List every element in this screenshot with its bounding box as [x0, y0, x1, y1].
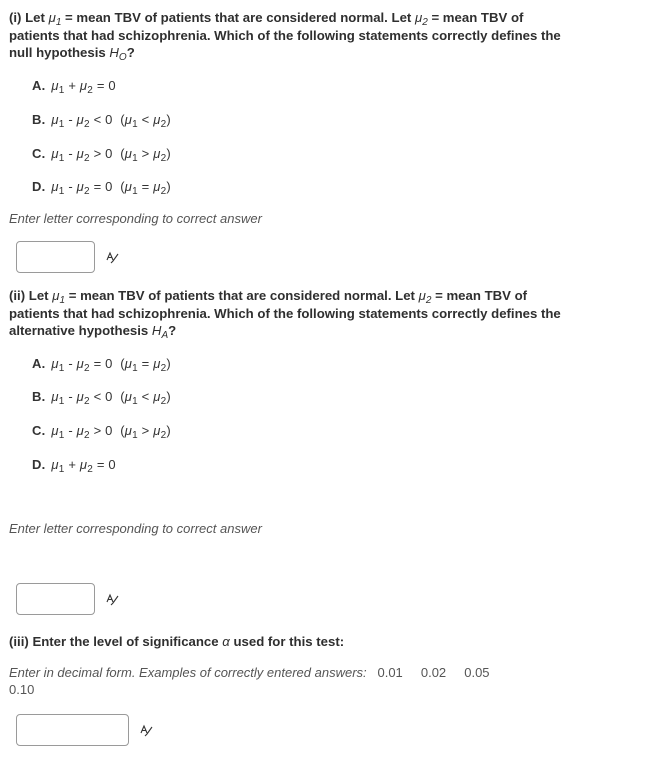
option-letter: A.	[32, 78, 46, 93]
option-letter: C.	[32, 423, 46, 438]
question-2-instruction: Enter letter corresponding to correct answer	[9, 521, 262, 536]
question-2-text: (ii) Let $\mu_1$ = mean TBV of patients that are considered normal. Let $\mu_2$ = mean TBV of patients that had schizophrenia. Which of the following statements correctly defines the alternative hypothesis $H_A$?	[9, 288, 561, 341]
option-letter: D.	[32, 457, 46, 472]
option-b: B. $\mu_1 - \mu_2 < 0$ $(\mu_1 < \mu_2)$	[32, 112, 171, 130]
question-3-instruction: Enter in decimal form. Examples of correctly entered answers: 0.01 0.02 0.05 0.10	[9, 665, 490, 697]
alpha-symbol: α	[222, 634, 230, 649]
question-3-answer-input[interactable]	[16, 714, 129, 746]
option-letter: B.	[32, 389, 46, 404]
option-a: A. $\mu_1 - \mu_2 = 0$ $(\mu_1 = \mu_2)$	[32, 356, 171, 374]
option-letter: B.	[32, 112, 46, 127]
option-c: C. $\mu_1 - \mu_2 > 0$ $(\mu_1 > \mu_2)$	[32, 146, 171, 164]
option-c: C. $\mu_1 - \mu_2 > 0$ $(\mu_1 > \mu_2)$	[32, 423, 171, 441]
formula-editor-icon[interactable]	[106, 251, 120, 265]
option-letter: A.	[32, 356, 46, 371]
question-3-text: (iii) Enter the level of significance α used for this test:	[9, 634, 345, 649]
example-value: 0.05	[464, 665, 490, 680]
formula-editor-icon[interactable]	[106, 593, 120, 607]
question-1-text: (i) Let $\mu_1$ = mean TBV of patients that are considered normal. Let $\mu_2$ = mean TBV of patients that had schizophrenia. Which of the following statements correctly defines the null hypothesis $H_O$?	[9, 10, 561, 63]
example-value: 0.01	[377, 665, 403, 680]
option-b: B. $\mu_1 - \mu_2 < 0$ $(\mu_1 < \mu_2)$	[32, 389, 171, 407]
option-letter: D.	[32, 179, 46, 194]
option-d: D. $\mu_1 + \mu_2 = 0$	[32, 457, 116, 475]
example-value: 0.02	[420, 665, 447, 680]
option-d: D. $\mu_1 - \mu_2 = 0$ $(\mu_1 = \mu_2)$	[32, 179, 171, 197]
question-1-instruction: Enter letter corresponding to correct answer	[9, 211, 262, 226]
option-a: A. $\mu_1 + \mu_2 = 0$	[32, 78, 116, 96]
formula-editor-icon[interactable]	[140, 724, 154, 738]
question-2-answer-input[interactable]	[16, 583, 95, 615]
option-letter: C.	[32, 146, 46, 161]
example-value: 0.10	[9, 682, 35, 697]
question-1-answer-input[interactable]	[16, 241, 95, 273]
